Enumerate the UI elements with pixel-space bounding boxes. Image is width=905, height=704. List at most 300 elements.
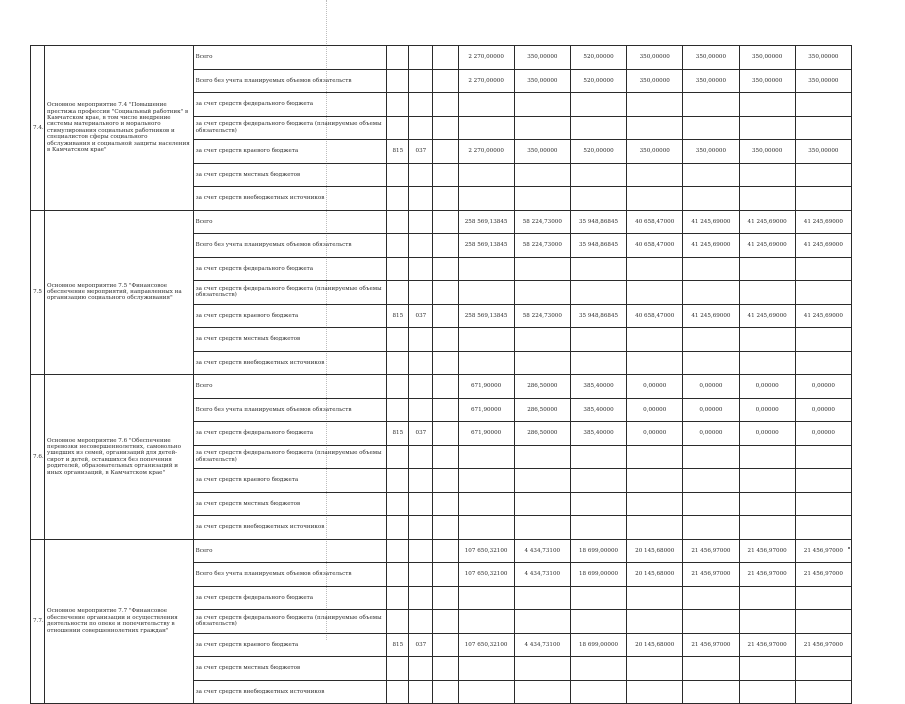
amount-year: 0,00000 [683,375,739,399]
empty-cell [433,69,458,93]
empty-cell [433,281,458,305]
amount-year: 21 456,97000 [739,539,795,563]
funding-source: Всего без учета планируемых объемов обязательств [193,398,387,422]
amount-year: 20 145,68000 [627,539,683,563]
amount-year [795,492,851,516]
amount-year: 0,00000 [795,398,851,422]
empty-cell [433,610,458,634]
amount-year: 350,00000 [795,69,851,93]
amount-year: 21 456,97000 [795,539,851,563]
amount-total: 2 270,00000 [458,140,514,164]
amount-year: 35 948,86845 [570,210,626,234]
amount-year [514,492,570,516]
empty-cell [433,93,458,117]
amount-year [514,351,570,375]
section-code [409,680,433,704]
amount-total [458,492,514,516]
amount-year [570,257,626,281]
funding-source: за счет средств краевого бюджета [193,140,387,164]
amount-year [570,116,626,140]
section-code [409,234,433,258]
amount-year: 41 245,69000 [683,234,739,258]
amount-year: 350,00000 [514,140,570,164]
grbs-code [387,116,409,140]
funding-source: за счет средств внебюджетных источников [193,680,387,704]
grbs-code [387,398,409,422]
grbs-code [387,69,409,93]
amount-year [514,281,570,305]
amount-year [795,187,851,211]
activity-name: Основное мероприятие 7.5 "Финансовое обеспечение мероприятий, направленных на организацию социального обслуживания" [45,210,194,375]
table-row [31,210,852,234]
grbs-code [387,351,409,375]
amount-year: 350,00000 [683,69,739,93]
amount-year: 350,00000 [627,46,683,70]
amount-year [795,163,851,187]
section-code [409,445,433,469]
amount-year [739,680,795,704]
amount-year: 350,00000 [514,46,570,70]
amount-total [458,516,514,540]
amount-year [627,516,683,540]
empty-cell [433,516,458,540]
amount-total [458,328,514,352]
amount-total: 2 270,00000 [458,69,514,93]
amount-year: 21 456,97000 [739,633,795,657]
amount-year [683,187,739,211]
amount-year: 0,00000 [739,398,795,422]
empty-cell [433,140,458,164]
section-code [409,187,433,211]
amount-year [683,93,739,117]
amount-year [627,257,683,281]
amount-total [458,116,514,140]
grbs-code: 815 [387,304,409,328]
amount-year [627,351,683,375]
amount-total [458,187,514,211]
amount-total [458,469,514,493]
amount-year [627,657,683,681]
amount-year [570,492,626,516]
section-code [409,563,433,587]
amount-year [514,187,570,211]
amount-year [739,257,795,281]
amount-year [627,281,683,305]
amount-year: 18 699,00000 [570,539,626,563]
activity-name: Основное мероприятие 7.7 "Финансовое обеспечение организации и осуществления деятельности по опеке и попечительству в отношении совершеннолетних граждан" [45,539,194,704]
empty-cell [433,116,458,140]
amount-year: 41 245,69000 [683,304,739,328]
funding-source: за счет средств внебюджетных источников [193,516,387,540]
empty-cell [433,422,458,446]
grbs-code [387,516,409,540]
activity-number: 7.7. [31,539,45,704]
grbs-code: 815 [387,422,409,446]
funding-source: Всего [193,46,387,70]
amount-year [795,281,851,305]
amount-year [683,328,739,352]
section-code [409,492,433,516]
activity-number: 7.6. [31,375,45,540]
funding-source: за счет средств федерального бюджета (планируемые объемы обязательств) [193,281,387,305]
amount-year [739,469,795,493]
empty-cell [433,187,458,211]
funding-source: за счет средств федерального бюджета (планируемые объемы обязательств) [193,445,387,469]
budget-table-body [31,46,852,704]
amount-year: 0,00000 [627,422,683,446]
funding-source: за счет средств внебюджетных источников [193,187,387,211]
amount-year: 18 699,00000 [570,633,626,657]
amount-year: 0,00000 [739,422,795,446]
amount-year [514,93,570,117]
amount-year: 40 658,47000 [627,304,683,328]
amount-year: 41 245,69000 [795,234,851,258]
funding-source: за счет средств федерального бюджета [193,422,387,446]
section-code [409,257,433,281]
empty-cell [433,492,458,516]
amount-year: 350,00000 [627,140,683,164]
funding-source: за счет средств федерального бюджета [193,257,387,281]
amount-year [570,610,626,634]
amount-year: 350,00000 [683,46,739,70]
amount-year [570,93,626,117]
amount-year: 41 245,69000 [739,234,795,258]
empty-cell [433,257,458,281]
funding-source: Всего [193,539,387,563]
amount-year [739,351,795,375]
grbs-code [387,281,409,305]
amount-year [795,93,851,117]
amount-year [683,586,739,610]
amount-year [570,328,626,352]
grbs-code [387,210,409,234]
amount-year: 58 224,73000 [514,210,570,234]
section-code: 037 [409,422,433,446]
amount-year [683,281,739,305]
amount-year [739,328,795,352]
amount-total [458,586,514,610]
empty-cell [433,633,458,657]
grbs-code [387,563,409,587]
amount-year: 18 699,00000 [570,563,626,587]
funding-source: за счет средств внебюджетных источников [193,351,387,375]
grbs-code [387,539,409,563]
amount-total: 671,90000 [458,398,514,422]
amount-year [795,116,851,140]
funding-source: за счет средств федерального бюджета (планируемые объемы обязательств) [193,610,387,634]
amount-total: 671,90000 [458,375,514,399]
amount-year [683,610,739,634]
amount-year: 350,00000 [739,140,795,164]
amount-year [514,257,570,281]
amount-year: 286,50000 [514,422,570,446]
section-code [409,93,433,117]
amount-total [458,93,514,117]
section-code [409,210,433,234]
amount-year [570,187,626,211]
amount-year [627,187,683,211]
section-code [409,375,433,399]
empty-cell [433,234,458,258]
amount-year [683,116,739,140]
amount-year: 41 245,69000 [795,210,851,234]
empty-cell [433,445,458,469]
amount-year [514,163,570,187]
empty-cell [433,586,458,610]
amount-year: 385,40000 [570,375,626,399]
amount-year: 0,00000 [795,422,851,446]
funding-source: за счет средств федерального бюджета (планируемые объемы обязательств) [193,116,387,140]
amount-year [739,187,795,211]
amount-year: 35 948,86845 [570,304,626,328]
amount-year [570,680,626,704]
section-code: 037 [409,633,433,657]
activity-number: 7.4. [31,46,45,211]
amount-year [683,492,739,516]
amount-total [458,351,514,375]
amount-total [458,610,514,634]
empty-cell [433,351,458,375]
amount-year: 350,00000 [795,46,851,70]
grbs-code [387,46,409,70]
grbs-code [387,375,409,399]
section-code [409,163,433,187]
section-code [409,657,433,681]
empty-cell [433,680,458,704]
funding-source: Всего без учета планируемых объемов обязательств [193,563,387,587]
amount-year: 350,00000 [795,140,851,164]
amount-year [514,586,570,610]
amount-year [570,516,626,540]
amount-year: 350,00000 [683,140,739,164]
amount-year: 4 434,73100 [514,539,570,563]
amount-year [795,257,851,281]
amount-year [627,116,683,140]
amount-year: 41 245,69000 [683,210,739,234]
table-row [31,46,852,70]
amount-total: 258 569,13845 [458,304,514,328]
amount-year: 0,00000 [795,375,851,399]
grbs-code [387,657,409,681]
amount-year [570,445,626,469]
amount-year [570,657,626,681]
grbs-code [387,445,409,469]
grbs-code: 815 [387,140,409,164]
amount-year [514,610,570,634]
section-code [409,328,433,352]
amount-year: 41 245,69000 [739,210,795,234]
amount-year: 4 434,73100 [514,633,570,657]
grbs-code [387,257,409,281]
empty-cell [433,539,458,563]
amount-year [627,328,683,352]
amount-year [795,586,851,610]
grbs-code [387,187,409,211]
amount-year [683,516,739,540]
empty-cell [433,469,458,493]
amount-year [514,328,570,352]
empty-cell [433,163,458,187]
funding-source: за счет средств федерального бюджета [193,586,387,610]
funding-source: за счет средств краевого бюджета [193,304,387,328]
funding-source: за счет средств местных бюджетов [193,657,387,681]
activity-number: 7.5 [31,210,45,375]
amount-year: 21 456,97000 [683,539,739,563]
amount-year [739,586,795,610]
empty-cell [433,46,458,70]
amount-year: 350,00000 [627,69,683,93]
amount-year [683,680,739,704]
amount-year [627,586,683,610]
grbs-code [387,163,409,187]
section-code: 037 [409,304,433,328]
amount-year [514,116,570,140]
amount-year [514,445,570,469]
amount-year [570,351,626,375]
amount-year [683,445,739,469]
amount-year: 40 658,47000 [627,210,683,234]
amount-year [514,469,570,493]
empty-cell [433,304,458,328]
amount-year: 21 456,97000 [795,633,851,657]
section-code [409,610,433,634]
amount-year [795,610,851,634]
amount-total [458,657,514,681]
empty-cell [433,210,458,234]
amount-year [795,351,851,375]
amount-total: 107 650,32100 [458,539,514,563]
amount-year [683,351,739,375]
amount-year [627,680,683,704]
amount-year: 21 456,97000 [739,563,795,587]
amount-year [683,469,739,493]
amount-year: 0,00000 [739,375,795,399]
amount-year: 41 245,69000 [795,304,851,328]
amount-year: 35 948,86845 [570,234,626,258]
amount-year: 21 456,97000 [683,563,739,587]
amount-total: 2 270,00000 [458,46,514,70]
amount-year: 4 434,73100 [514,563,570,587]
amount-total [458,163,514,187]
amount-year: 350,00000 [739,69,795,93]
amount-year: 0,00000 [683,398,739,422]
amount-year [627,492,683,516]
amount-year: 286,50000 [514,398,570,422]
table-row [31,539,852,563]
amount-total: 107 650,32100 [458,633,514,657]
grbs-code: 815 [387,633,409,657]
amount-year: 41 245,69000 [739,304,795,328]
grbs-code [387,680,409,704]
grbs-code [387,328,409,352]
amount-year [514,657,570,681]
amount-year [627,469,683,493]
funding-source: за счет средств федерального бюджета [193,93,387,117]
empty-cell [433,375,458,399]
amount-year [739,492,795,516]
amount-total: 671,90000 [458,422,514,446]
section-code [409,586,433,610]
section-code: 037 [409,140,433,164]
section-code [409,469,433,493]
amount-year: 58 224,73000 [514,304,570,328]
amount-year [627,163,683,187]
section-code [409,116,433,140]
amount-year [739,281,795,305]
funding-source: за счет средств местных бюджетов [193,163,387,187]
funding-source: за счет средств местных бюджетов [193,492,387,516]
amount-year [739,657,795,681]
amount-year [795,657,851,681]
amount-year: 520,00000 [570,69,626,93]
amount-year [627,610,683,634]
amount-year: 21 456,97000 [795,563,851,587]
funding-source: за счет средств краевого бюджета [193,633,387,657]
amount-year [514,680,570,704]
grbs-code [387,492,409,516]
amount-year: 21 456,97000 [683,633,739,657]
amount-year: 20 145,68000 [627,633,683,657]
funding-source: Всего [193,210,387,234]
amount-year [795,680,851,704]
grbs-code [387,234,409,258]
amount-year [683,657,739,681]
amount-year: 286,50000 [514,375,570,399]
amount-year [570,281,626,305]
table-row [31,375,852,399]
amount-year: 350,00000 [514,69,570,93]
amount-year [739,93,795,117]
funding-source: за счет средств местных бюджетов [193,328,387,352]
funding-source: Всего без учета планируемых объемов обязательств [193,69,387,93]
section-code [409,351,433,375]
amount-year [683,163,739,187]
funding-source: Всего [193,375,387,399]
section-code [409,69,433,93]
amount-total [458,680,514,704]
amount-total [458,281,514,305]
activity-name: Основное мероприятие 7.4 "Повышение престижа профессии "Социальный работник" в Камчатском крае, в том числе внедрение системы материального и морального стимулирования социальных работников и специалистов сферы социального обслуживания и социальной защиты населения в Камчатском крае" [45,46,194,211]
section-code [409,516,433,540]
amount-total: 258 569,13845 [458,234,514,258]
amount-year [627,93,683,117]
amount-total [458,257,514,281]
grbs-code [387,93,409,117]
amount-year [795,469,851,493]
amount-year: 520,00000 [570,140,626,164]
amount-year: 20 145,68000 [627,563,683,587]
amount-year: 385,40000 [570,422,626,446]
grbs-code [387,610,409,634]
amount-year: 0,00000 [627,375,683,399]
funding-source: Всего без учета планируемых объемов обязательств [193,234,387,258]
amount-year [739,116,795,140]
amount-year [739,516,795,540]
amount-year [795,328,851,352]
amount-year [627,445,683,469]
amount-year [795,445,851,469]
budget-table [30,45,852,704]
empty-cell [433,563,458,587]
amount-year [739,163,795,187]
amount-year: 385,40000 [570,398,626,422]
amount-total: 258 569,13845 [458,210,514,234]
section-code [409,281,433,305]
amount-year [739,445,795,469]
empty-cell [433,657,458,681]
grbs-code [387,469,409,493]
amount-year [683,257,739,281]
